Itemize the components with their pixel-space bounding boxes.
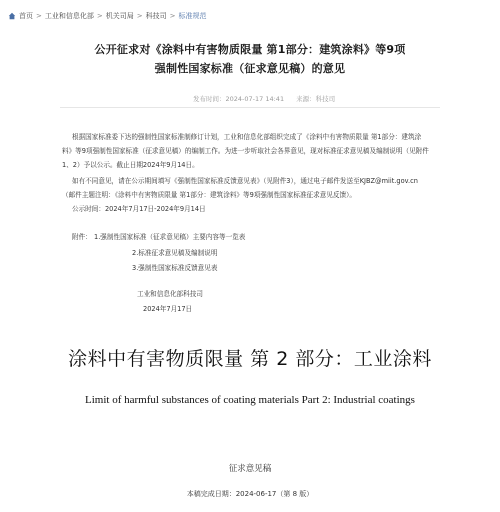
paragraph-line: 根据国家标准委下达的强制性国家标准制修订计划，工业和信息化部组织完成了《涂料中有害物质限量 第1部分：建筑涂 (72, 133, 422, 141)
document-title-cn: 涂料中有害物质限量 第 2 部分：工业涂料 (68, 348, 432, 370)
breadcrumb-science-dept[interactable]: 科技司 (145, 12, 167, 20)
breadcrumb-departments[interactable]: 机关司局 (105, 12, 134, 20)
attachment-link-3[interactable]: 3.强制性国家标准反馈意见表 (132, 264, 218, 272)
draft-label: 征求意见稿 (228, 464, 272, 474)
breadcrumb-home[interactable]: 首页 (19, 12, 33, 20)
breadcrumb-separator: > (169, 12, 176, 20)
attachment-link-2[interactable]: 2.标准征求意见稿及编制说明 (132, 249, 218, 257)
publicity-period: 公示时间：2024年7月17日-2024年9月14日 (72, 205, 206, 213)
breadcrumb (8, 9, 207, 23)
paragraph-line: （邮件主题注明：《涂料中有害物质限量 第1部分：建筑涂料》等9项强制性国家标准征求意见反馈）。 (62, 191, 357, 199)
article-title-line1: 公开征求对《涂料中有害物质限量 第1部分：建筑涂料》等9项 (94, 43, 406, 56)
signature-date: 2024年7月17日 (143, 305, 193, 313)
attachments-label: 附件： (72, 233, 92, 241)
publish-time: 发布时间：2024-07-17 14:41 (193, 95, 285, 103)
document-title-en: Limit of harmful substances of coating materials Part 2: Industrial coatings (85, 394, 415, 406)
paragraph-line: 如有不同意见，请在公示期间填写《强制性国家标准反馈意见表》（见附件3），通过电子邮件发送至KJBZ@miit.gov.cn (72, 177, 418, 185)
signature-org: 工业和信息化部科技司 (137, 290, 203, 298)
breadcrumb-separator: > (136, 12, 143, 20)
attachment-link-1[interactable]: 1.强制性国家标准（征求意见稿）主要内容等一览表 (94, 233, 246, 241)
breadcrumb-ministry[interactable]: 工业和信息化部 (44, 12, 94, 20)
divider (60, 107, 440, 108)
completion-date: 本稿完成日期：2024-06-17（第 8 版） (186, 490, 314, 498)
article-meta (193, 94, 345, 103)
breadcrumb-standards[interactable]: 标准规范 (178, 12, 207, 20)
breadcrumb-separator: > (96, 12, 103, 20)
article-source: 来源：科技司 (296, 95, 336, 103)
home-icon (8, 12, 16, 20)
paragraph-line: 料》等9项强制性国家标准（征求意见稿）的编制工作。为进一步听取社会各界意见，现对标准征求意见稿及编制说明（见附件 (62, 147, 429, 155)
breadcrumb-separator: > (36, 12, 42, 20)
paragraph-line: 1、2）予以公示。截止日期2024年9月14日。 (62, 161, 199, 169)
article-title-line2: 强制性国家标准（征求意见稿）的意见 (154, 62, 346, 75)
